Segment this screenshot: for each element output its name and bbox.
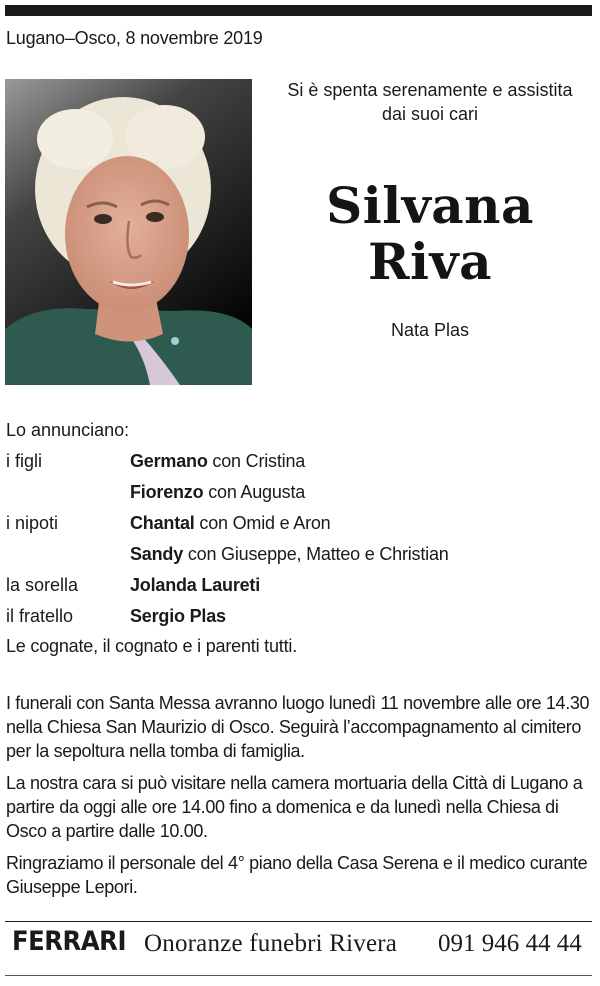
maiden-name: Nata Plas [390, 320, 470, 340]
relative-name: Germano [130, 451, 208, 471]
phone-number: 091 946 44 44 [438, 930, 582, 957]
portrait-photo [5, 79, 252, 385]
relative-row [6, 451, 596, 477]
top-rule [5, 5, 592, 16]
last-name: Riva [368, 232, 492, 291]
footer-rule [5, 921, 592, 922]
relative-row [6, 482, 596, 508]
first-name: Silvana [326, 176, 534, 235]
announcement-title: Lo annunciano: [6, 420, 130, 440]
footer [12, 926, 592, 966]
relation-label: i nipoti [6, 513, 59, 533]
intro-line-2: dai suoi cari [381, 104, 479, 124]
announcement-closing: Le cognate, il cognato e i parenti tutti. [6, 636, 297, 656]
relative-name: Fiorenzo [130, 482, 204, 502]
funeral-home-name: Onoranze funebri Rivera [144, 930, 398, 957]
intro-line-1: Si è spenta serenamente e assistita [287, 80, 573, 100]
place-date: Lugano–Osco, 8 novembre 2019 [6, 28, 263, 48]
relation-label: i figli [6, 451, 43, 471]
visitation-details: La nostra cara si può visitare nella camera mortuaria della Città di Lugano a partire da oggi alle ore 14.00 fino a domenica e da lunedì nella Chiesa di Osco a partire dalle 10.00. [6, 773, 583, 841]
relative-row [6, 606, 596, 632]
relative-name: Sandy [130, 544, 184, 564]
relative-companions: con Omid e Aron [194, 513, 331, 533]
intro-text [266, 78, 594, 126]
relative-name: Jolanda Laureti [130, 575, 261, 595]
relative-row [6, 513, 596, 539]
thanks-text: Ringraziamo il personale del 4° piano della Casa Serena e il medico curante Giuseppe Lepori. [6, 853, 588, 897]
relative-row [6, 575, 596, 601]
funeral-details: I funerali con Santa Messa avranno luogo lunedì 11 novembre alle ore 14.30 nella Chiesa San Maurizio di Osco. Seguirà l’accompagnamento al cimitero per la sepoltura nella tomba di famiglia. [6, 693, 590, 761]
relative-companions: con Augusta [203, 482, 306, 502]
relative-name: Sergio Plas [130, 606, 226, 626]
relative-companions: con Cristina [207, 451, 306, 471]
relative-name: Chantal [130, 513, 195, 533]
deceased-name [266, 178, 594, 290]
relation-label: la sorella [6, 575, 79, 595]
relative-row [6, 544, 596, 570]
relative-companions: con Giuseppe, Matteo e Christian [183, 544, 449, 564]
relation-label: il fratello [6, 606, 74, 626]
brand-logo: FERRARI [12, 926, 127, 957]
bottom-rule [5, 975, 592, 976]
